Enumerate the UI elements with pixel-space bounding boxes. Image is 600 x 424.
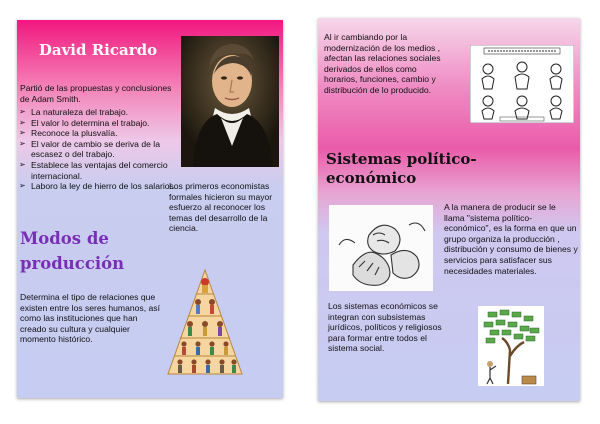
portrait-image	[181, 36, 279, 167]
list-item: ➢ La naturaleza del trabajo.	[19, 107, 179, 118]
modos-title: Modos de producción	[20, 229, 125, 273]
sistema-definition: A la manera de producir se le llama "sistema político-económico", es la forma en que un grupo organiza la producción , distribución y consumo de bienes y servicios para satisfacer sus necesidades materiales.	[444, 202, 578, 276]
right-page	[318, 18, 580, 401]
list-item: ➢ El valor de cambio se deriva de la escasez o del trabajo.	[19, 139, 179, 160]
list-item: ➢ El valor lo determina el trabajo.	[19, 118, 179, 129]
social-pyramid-illustration	[166, 266, 244, 380]
modos-text: Determina el tipo de relaciones que existen entre los seres humanos, así como las instituciones que han creado su cultura y cualquier momento histórico.	[20, 292, 160, 345]
list-item: ➢ Establece las ventajas del comercio internacional.	[19, 160, 179, 181]
david-ricardo-title: David Ricardo	[38, 41, 158, 59]
money-tree-illustration	[478, 306, 544, 386]
economic-systems-cartoon	[470, 45, 574, 123]
list-item: ➢ Reconoce la plusvalía.	[19, 128, 179, 139]
contributions-list	[19, 107, 179, 192]
economists-note: Los primeros economistas formales hicieron su mayor esfuerzo al reconocer los temas del desarrollo de la ciencia.	[169, 181, 273, 234]
intro-text: Partió de las propuestas y conclusiones de Adam Smith.	[20, 83, 172, 104]
sistemas-title: Sistemas político-económico	[326, 150, 477, 187]
list-item: ➢ Laboro la ley de hierro de los salarios.	[19, 181, 179, 192]
subsistemas-text: Los sistemas económicos se integran con subsistemas jurídicos, políticos y religiosos para formar entre todos el sistema social.	[328, 301, 442, 354]
modernization-text: Al ir cambiando por la modernización de los medios , afectan las relaciones sociales derivados de ellos como horarios, funciones, cambio y distribución de lo producido.	[324, 32, 441, 95]
fist-sketch-illustration	[329, 205, 433, 291]
left-page	[17, 20, 283, 398]
